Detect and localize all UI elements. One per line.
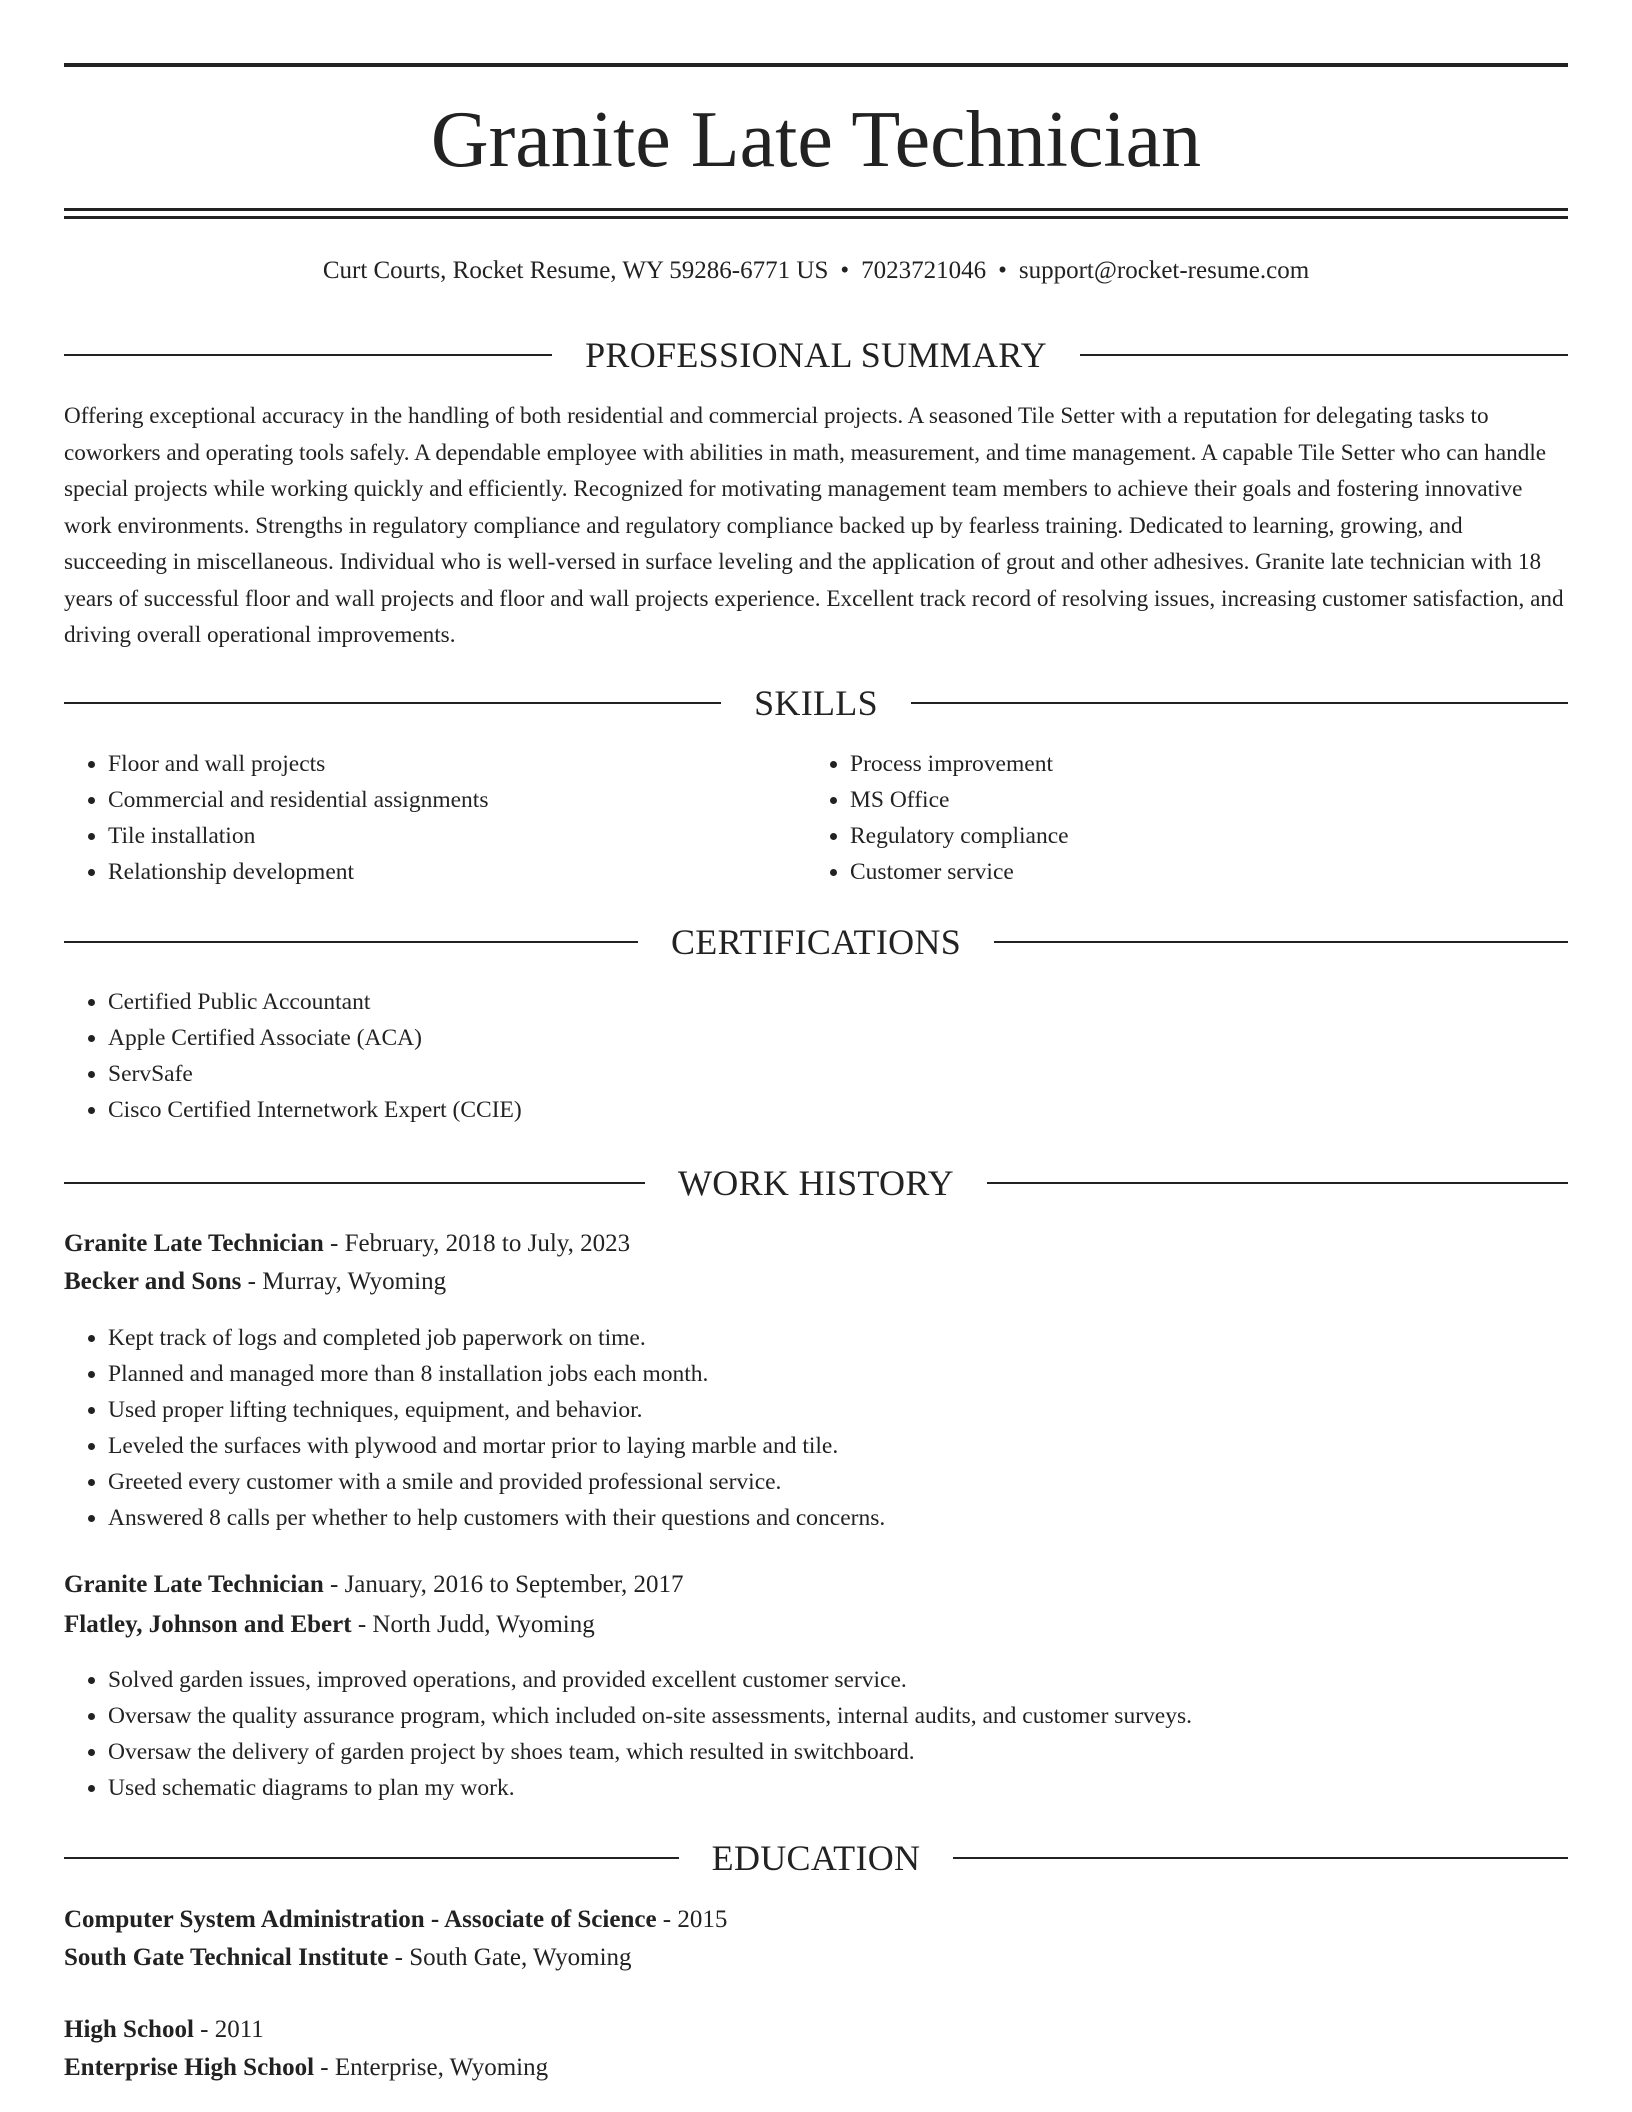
education-school: Enterprise High School [64, 2054, 315, 2081]
heading-rule [64, 941, 638, 943]
job-company-line: Becker and Sons - Murray, Wyoming [64, 1268, 447, 1295]
list-item: • Answered 8 calls per whether to help customers with their questions and concerns. [108, 1500, 1608, 1536]
heading-rule [911, 702, 1568, 704]
job-location: North Judd, Wyoming [372, 1611, 595, 1638]
education-location: South Gate, Wyoming [409, 1944, 632, 1971]
heading-rule [64, 1182, 645, 1184]
list-item: • Planned and managed more than 8 installation jobs each month. [108, 1356, 1608, 1392]
job-location: Murray, Wyoming [262, 1268, 447, 1295]
section-heading-skills [64, 681, 1568, 725]
list-item: • MS Office [850, 782, 1550, 818]
job-duties-list [64, 1662, 1608, 1806]
job-title-line: Granite Late Technician - January, 2016 to September, 2017 [64, 1571, 684, 1598]
contact-email: support@rocket-resume.com [1018, 257, 1310, 284]
summary-text: Offering exceptional accuracy in the handling of both residential and commercial projects. A seasoned Tile Setter with a reputation for delegating tasks to coworkers and operating tools safely. A dependable employee with abilities in math, measurement, and time management. A capable Tile Setter who can handle special projects while working quickly and efficiently. Recognized for motivating management team members to achieve their goals and fostering innovative work environments. Strengths in regulatory compliance and regulatory compliance backed up by fearless training. Dedicated to learning, growing, and succeeding in miscellaneous. Individual who is well-versed in surface leveling and the application of grout and other adhesives. Granite late technician with 18 years of successful floor and wall projects and floor and wall projects experience. Excellent track record of resolving issues, increasing customer satisfaction, and driving overall operational improvements. [64, 403, 1564, 648]
contact-separator: • [998, 257, 1007, 284]
education-location: Enterprise, Wyoming [334, 2054, 549, 2081]
list-item: • Oversaw the delivery of garden project by shoes team, which resulted in switchboard. [108, 1734, 1608, 1770]
heading-rule [64, 1857, 679, 1859]
job-company-line: Flatley, Johnson and Ebert - North Judd, Wyoming [64, 1611, 595, 1638]
section-title: SKILLS [754, 683, 878, 723]
heading-rule [64, 702, 721, 704]
education-school-line: Enterprise High School - Enterprise, Wyoming [64, 2054, 549, 2081]
job-dates: January, 2016 to September, 2017 [344, 1571, 684, 1598]
list-item: • Leveled the surfaces with plywood and mortar prior to laying marble and tile. [108, 1428, 1608, 1464]
list-item: • Used proper lifting techniques, equipment, and behavior. [108, 1392, 1608, 1428]
section-heading-work-history [64, 1161, 1568, 1205]
job-role: Granite Late Technician [64, 1571, 324, 1598]
skills-list-left [64, 746, 808, 890]
section-title: WORK HISTORY [678, 1163, 954, 1203]
list-item: • Solved garden issues, improved operations, and provided excellent customer service. [108, 1662, 1608, 1698]
section-title: PROFESSIONAL SUMMARY [585, 335, 1047, 375]
list-item: • Commercial and residential assignments [108, 782, 808, 818]
list-item: • Greeted every customer with a smile and provided professional service. [108, 1464, 1608, 1500]
list-item: • Relationship development [108, 854, 808, 890]
education-degree-line: High School - 2011 [64, 2016, 264, 2043]
contact-phone: 7023721046 [861, 257, 987, 284]
skills-list-right [806, 746, 1550, 890]
education-year: 2015 [677, 1906, 728, 1933]
list-item: • Cisco Certified Internetwork Expert (CCIE) [108, 1092, 1608, 1128]
list-item: • Certified Public Accountant [108, 984, 1608, 1020]
list-item: • Tile installation [108, 818, 808, 854]
certifications-list [64, 984, 1608, 1128]
section-heading-education [64, 1836, 1568, 1880]
job-title-line: Granite Late Technician - February, 2018 to July, 2023 [64, 1230, 631, 1257]
contact-line [0, 254, 1632, 288]
contact-separator: • [840, 257, 850, 284]
list-item: • Customer service [850, 854, 1550, 890]
title-double-rule-lower [64, 216, 1568, 219]
list-item: • ServSafe [108, 1056, 1608, 1092]
section-title: CERTIFICATIONS [670, 922, 962, 962]
list-item: • Apple Certified Associate (ACA) [108, 1020, 1608, 1056]
resume-title: Granite Late Technician [430, 96, 1202, 184]
contact-address: Curt Courts, Rocket Resume, WY 59286-6771 US [322, 257, 829, 284]
section-heading-certifications [64, 920, 1568, 964]
education-school: South Gate Technical Institute [64, 1944, 389, 1971]
job-company: Becker and Sons [64, 1268, 242, 1295]
list-item: • Used schematic diagrams to plan my work. [108, 1770, 1608, 1806]
list-item: • Floor and wall projects [108, 746, 808, 782]
list-item: • Regulatory compliance [850, 818, 1550, 854]
education-year: 2011 [214, 2016, 264, 2043]
heading-rule [64, 354, 552, 356]
job-duties-list [64, 1320, 1608, 1536]
heading-rule [953, 1857, 1568, 1859]
job-dates: February, 2018 to July, 2023 [344, 1230, 631, 1257]
education-degree: High School [64, 2016, 194, 2043]
heading-rule [1080, 354, 1568, 356]
title-double-rule-upper [64, 208, 1568, 211]
education-degree-line: Computer System Administration - Associate of Science - 2015 [64, 1906, 728, 1933]
heading-rule [987, 1182, 1568, 1184]
heading-rule [994, 941, 1568, 943]
job-company: Flatley, Johnson and Ebert [64, 1611, 352, 1638]
section-heading-summary [64, 333, 1568, 377]
top-rule [64, 63, 1568, 67]
list-item: • Process improvement [850, 746, 1550, 782]
job-role: Granite Late Technician [64, 1230, 324, 1257]
section-title: EDUCATION [711, 1838, 921, 1878]
education-degree: Computer System Administration - Associate of Science [64, 1906, 657, 1933]
education-school-line: South Gate Technical Institute - South Gate, Wyoming [64, 1944, 632, 1971]
list-item: • Kept track of logs and completed job paperwork on time. [108, 1320, 1608, 1356]
list-item: • Oversaw the quality assurance program, which included on-site assessments, internal audits, and customer surveys. [108, 1698, 1608, 1734]
